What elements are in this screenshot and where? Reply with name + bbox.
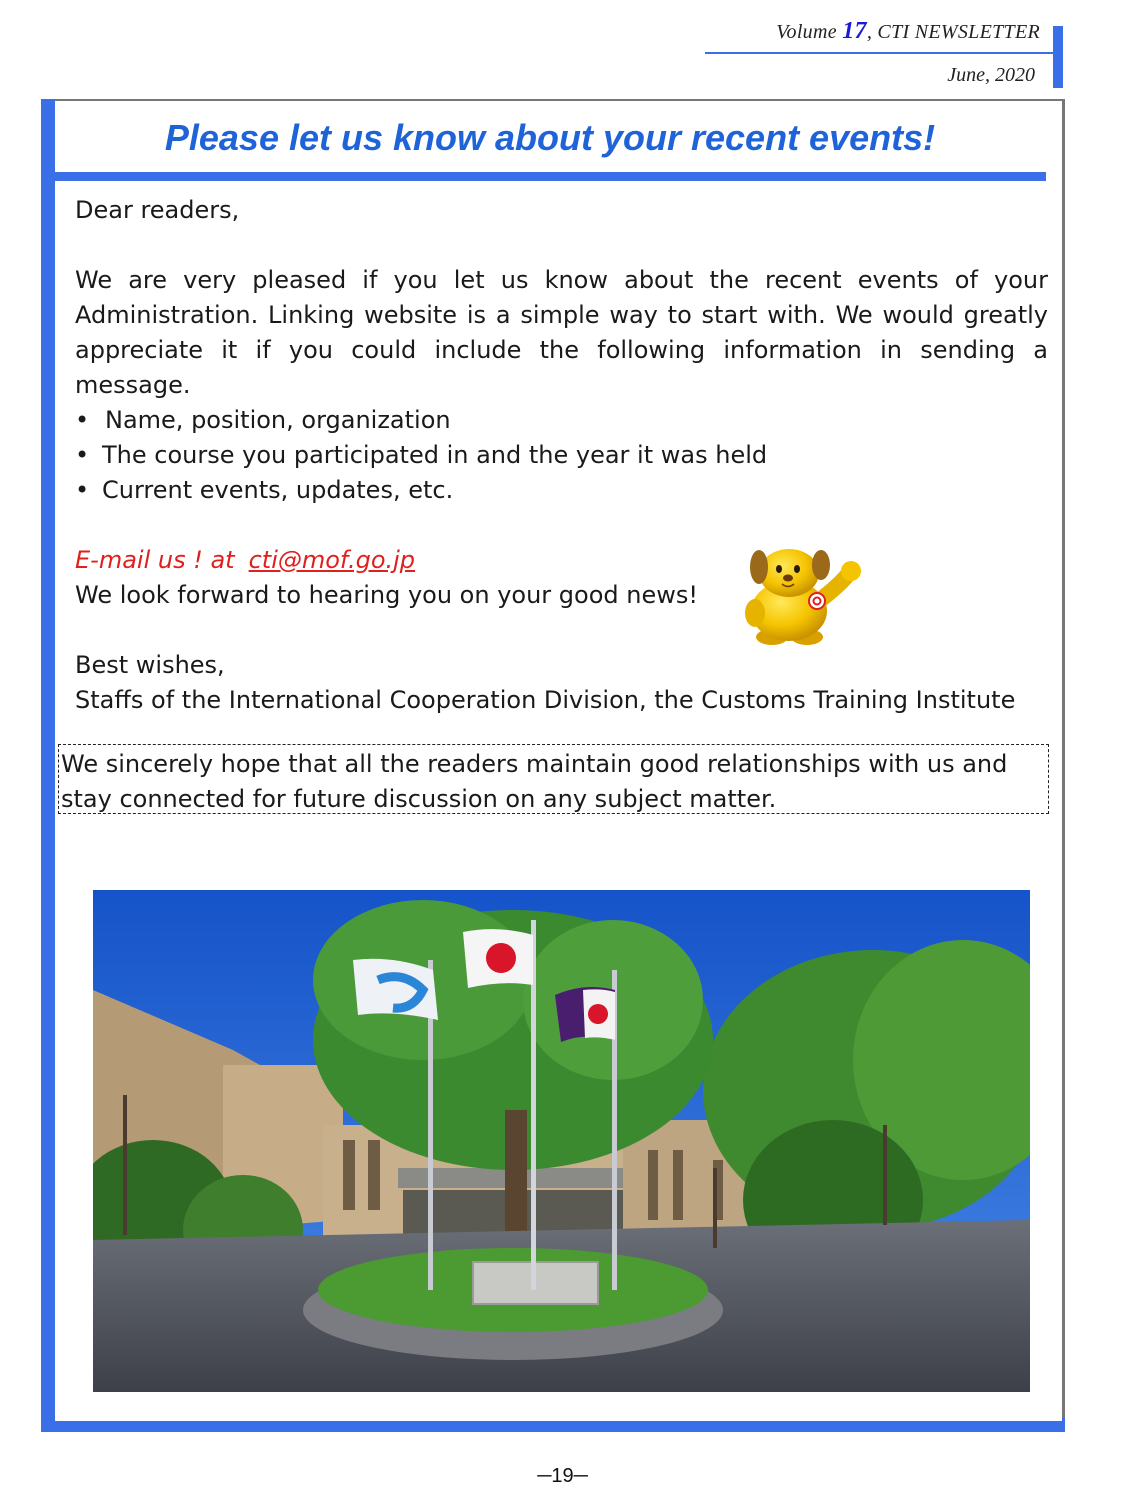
frame-bottom-highlight (55, 1418, 1062, 1421)
forward-text: We look forward to hearing you on your good news! (75, 581, 698, 609)
volume-number: 17 (842, 18, 867, 44)
header-rule (705, 52, 1053, 54)
header-accent-bar (1053, 26, 1063, 88)
publication-name: , CTI NEWSLETTER (866, 21, 1040, 43)
mascot-illustration (737, 543, 862, 646)
email-label: E-mail us ! at (75, 546, 235, 574)
frame-top-border (41, 99, 1065, 101)
list-item: • The course you participated in and the year it was held (75, 438, 767, 473)
list-item: • Name, position, organization (75, 403, 767, 438)
page-number: ─19─ (537, 1465, 588, 1487)
issue-date: June, 2020 (947, 64, 1035, 86)
intro-paragraph: We are very pleased if you let us know about the recent events of your Administration. Linking website is a simple way to start with. We would greatly appreciate it if you could include the following information in sending a message. (75, 266, 1048, 399)
frame-left-accent (41, 99, 55, 1431)
closing-note-box: We sincerely hope that all the readers maintain good relationships with us and stay connected for future discussion on any subject matter. (58, 744, 1049, 814)
signature: Staffs of the International Cooperation Division, the Customs Training Institute (75, 686, 1016, 714)
volume-prefix: Volume (776, 21, 837, 43)
list-item: • Current events, updates, etc. (75, 473, 767, 508)
email-link[interactable]: cti@mof.go.jp (248, 546, 416, 574)
info-bullet-list (75, 403, 767, 508)
newsletter-volume-line (776, 18, 1040, 45)
email-line (75, 543, 415, 578)
closing: Best wishes, (75, 651, 225, 679)
title-underline (55, 172, 1046, 181)
greeting: Dear readers, (75, 196, 240, 224)
frame-right-border (1062, 99, 1065, 1429)
institute-building-photo (93, 890, 1030, 1392)
page-title: Please let us know about your recent events! (164, 117, 936, 158)
